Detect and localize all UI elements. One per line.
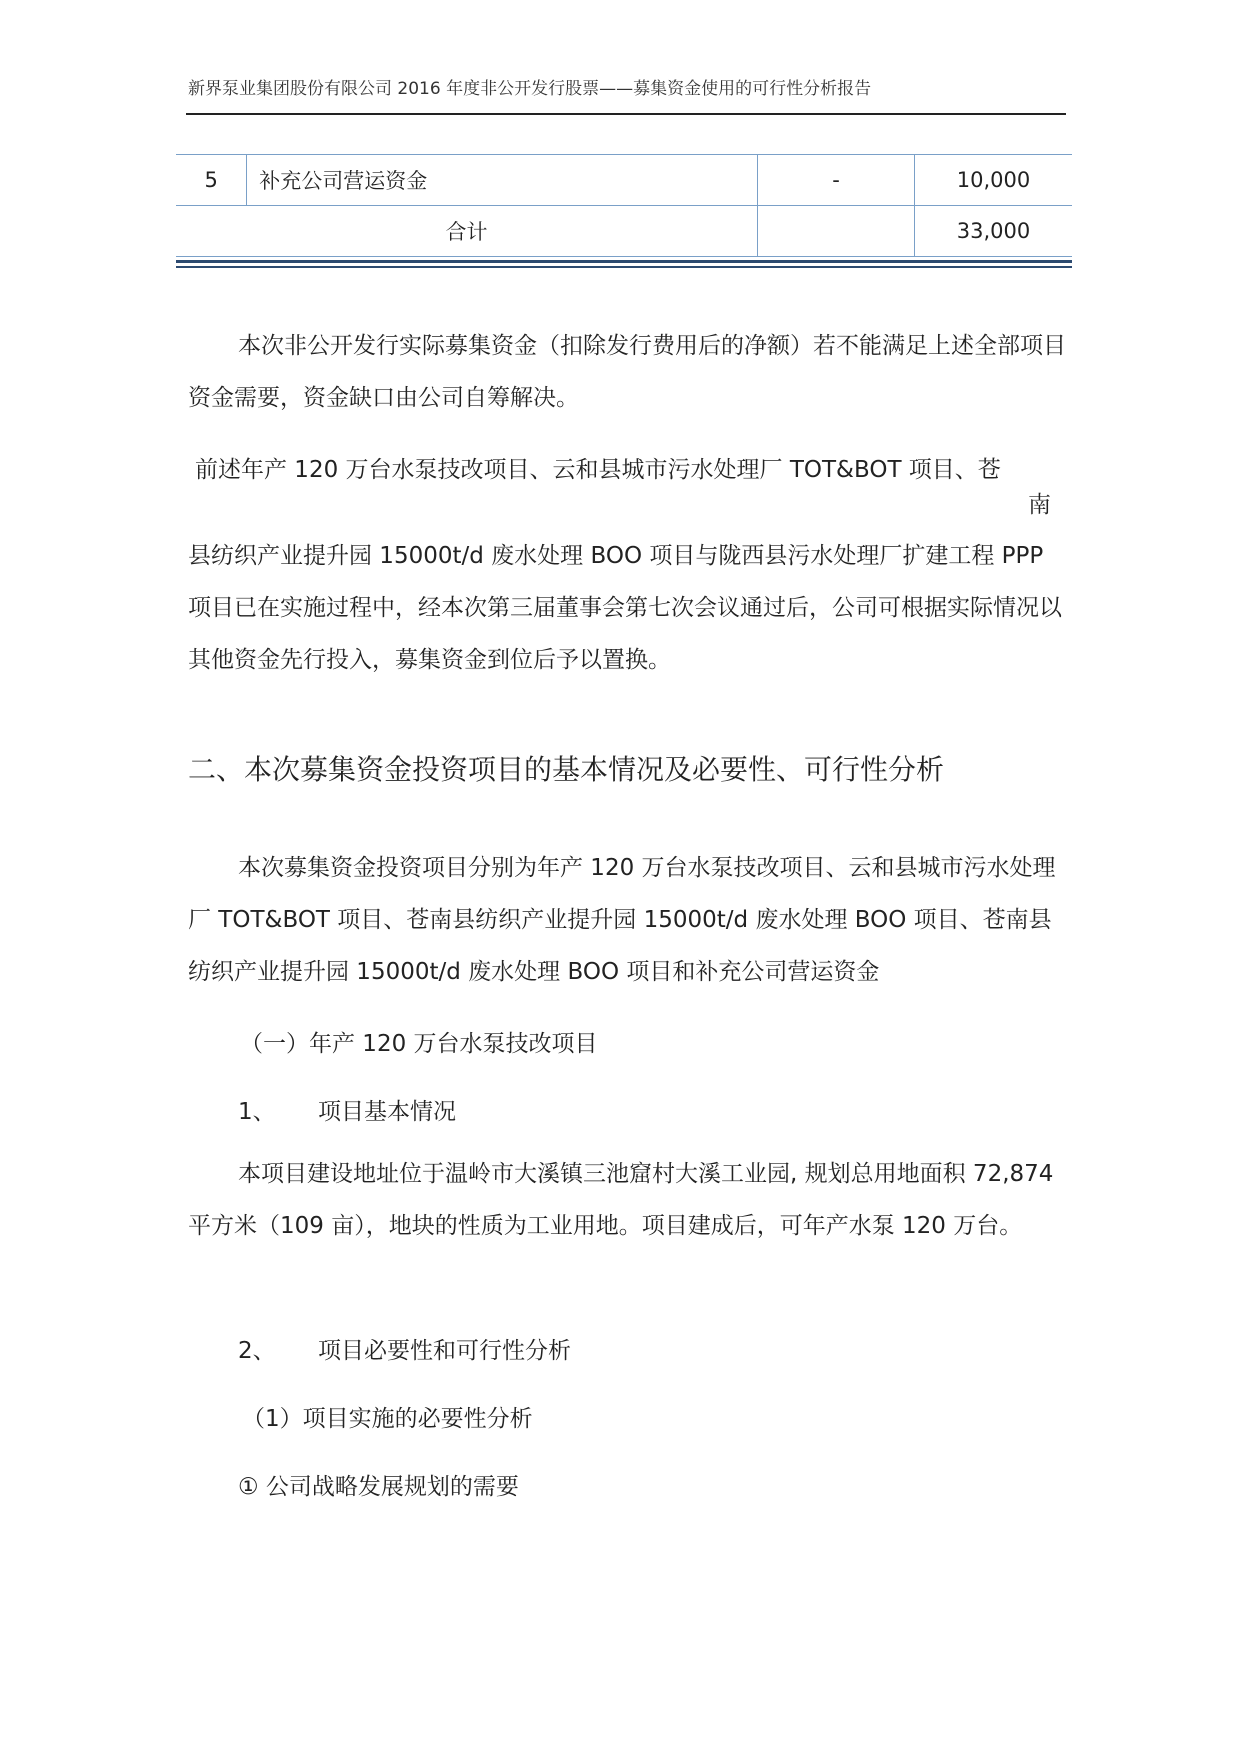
item-2-number: 2、 (238, 1338, 276, 1364)
table-row (176, 155, 1072, 206)
subsection-title-3: ① 公司战略发展规划的需要 (238, 1474, 519, 1500)
total-col3 (758, 206, 915, 257)
header-divider (186, 113, 1066, 115)
paragraph-prior-projects-line1: 前述年产 120 万台水泵技改项目、云和县城市污水处理厂 TOT&BOT 项目、苍 (195, 457, 1001, 483)
paragraph-prior-investment: 县纺织产业提升园 15000t/d 废水处理 BOO 项目与陇西县污水处理厂扩建工程 PPP 项目已在实施过程中，经本次第三届董事会第七次会议通过后，公司可根据实际情况以其他资金先行投入，募集资金到位后予以置换。 (188, 543, 1062, 673)
subsection-title-2: （1）项目实施的必要性分析 (242, 1406, 533, 1432)
paragraph-project-list: 本次募集资金投资项目分别为年产 120 万台水泵技改项目、云和县城市污水处理厂 TOT&BOT 项目、苍南县纺织产业提升园 15000t/d 废水处理 BOO 项目、苍南县纺织产业提升园 15000t/d 废水处理 BOO 项目和补充公司营运资金 (188, 855, 1056, 985)
funding-table (176, 154, 1072, 257)
row-number: 5 (176, 155, 247, 206)
subsection-title-1: （一）年产 120 万台水泵技改项目 (240, 1031, 598, 1057)
section-title: 二、本次募集资金投资项目的基本情况及必要性、可行性分析 (188, 753, 945, 786)
item-2-title: 项目必要性和可行性分析 (318, 1338, 571, 1364)
table-total-row (176, 206, 1072, 257)
amount-cell: 10,000 (915, 155, 1072, 206)
item-1-title: 项目基本情况 (318, 1099, 456, 1125)
table-bottom-rule (176, 260, 1072, 263)
paragraph-funding-gap: 本次非公开发行实际募集资金（扣除发行费用后的净额）若不能满足上述全部项目资金需要，资金缺口由公司自筹解决。 (188, 333, 1066, 411)
project-name: 补充公司营运资金 (247, 155, 758, 206)
page-header: 新界泵业集团股份有限公司 2016 年度非公开发行股票——募集资金使用的可行性分析报告 (188, 79, 872, 99)
paragraph-project-basics: 本项目建设地址位于温岭市大溪镇三池窟村大溪工业园, 规划总用地面积 72,874 平方米（109 亩），地块的性质为工业用地。项目建成后，可年产水泵 120 万台。 (188, 1161, 1054, 1239)
total-amount: 33,000 (915, 206, 1072, 257)
item-1-number: 1、 (238, 1099, 276, 1125)
paragraph-prior-projects-line2: 南 (1028, 492, 1051, 518)
table-bottom-rule-2 (176, 266, 1072, 268)
total-label: 合计 (176, 206, 758, 257)
investment-cell: - (758, 155, 915, 206)
